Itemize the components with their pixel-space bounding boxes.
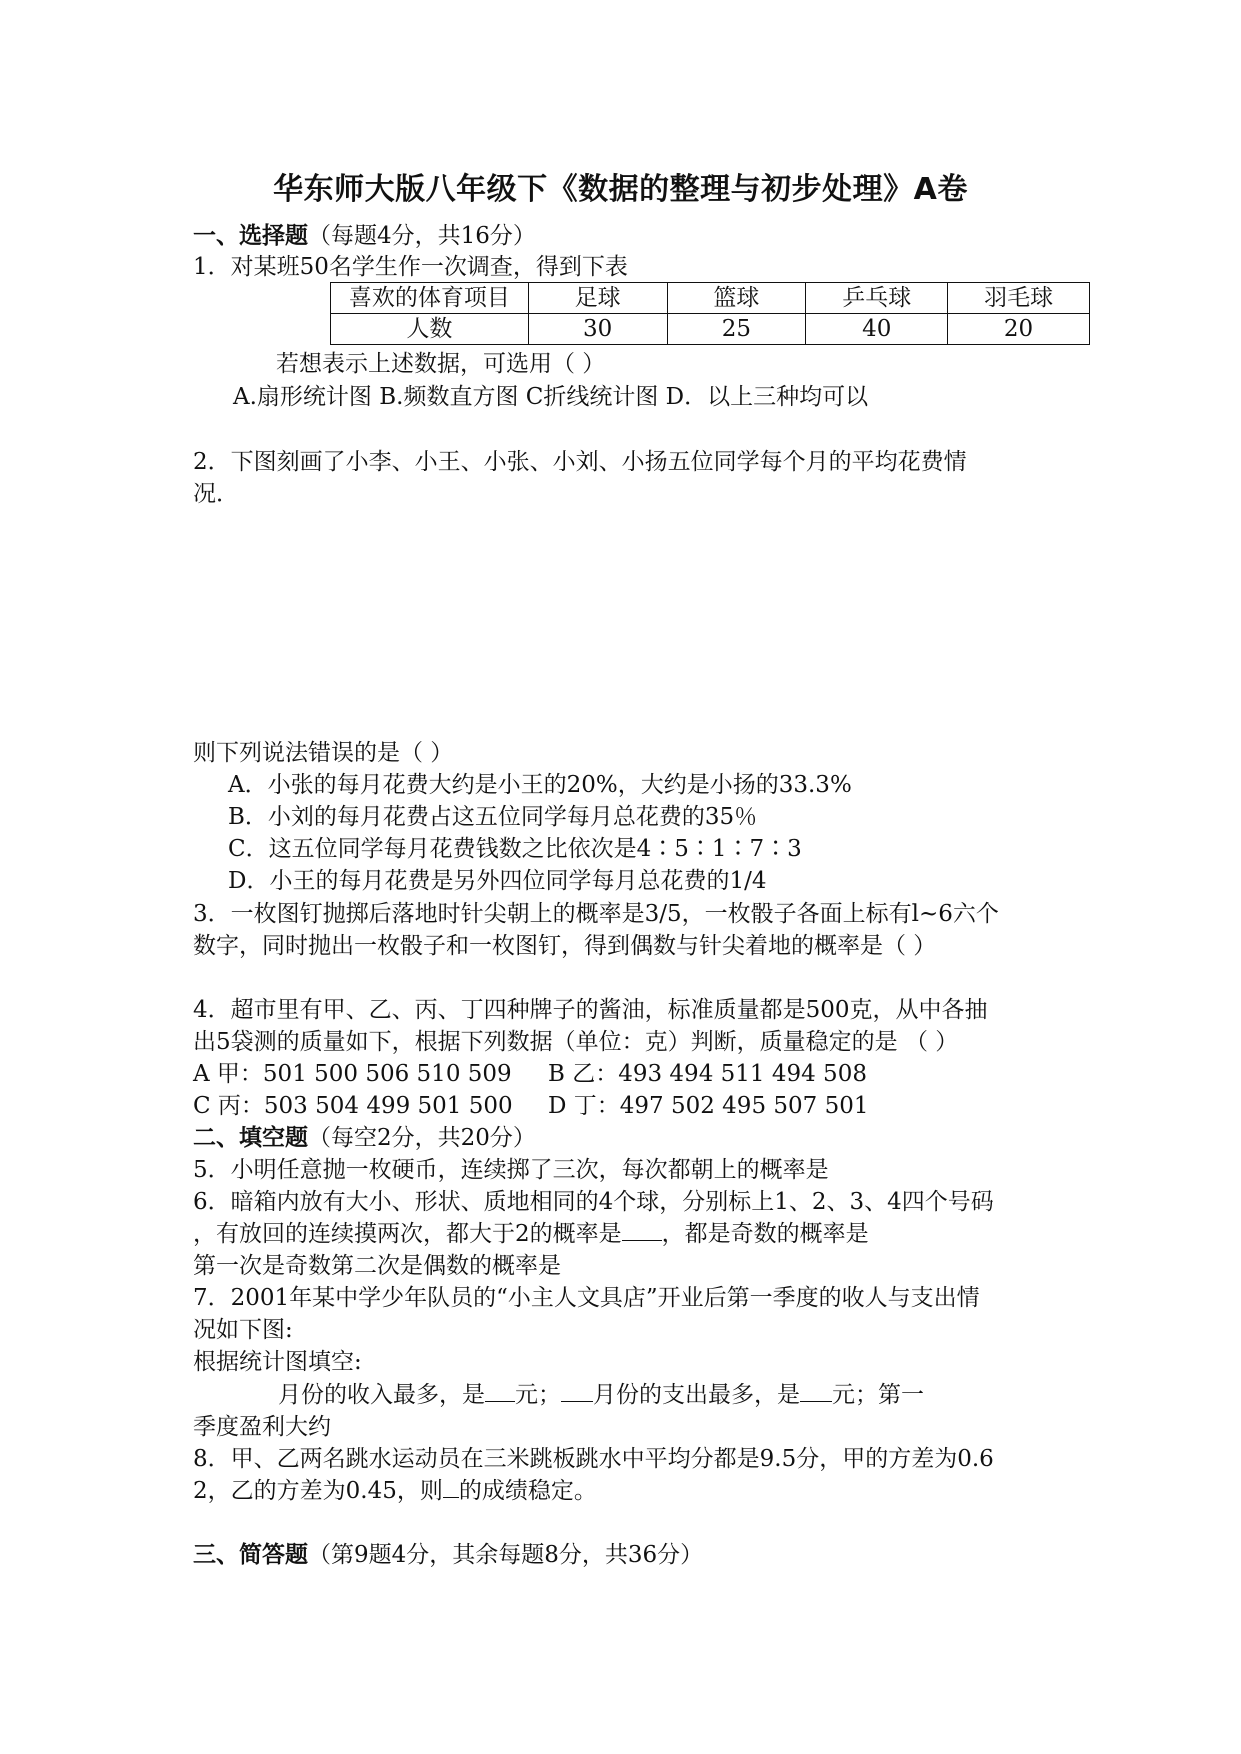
page-title: 华东师大版八年级下《数据的整理与初步处理》A卷 [273, 172, 968, 207]
section-3-heading: 三、简答题 [193, 1542, 308, 1568]
table-cell: 30 [528, 314, 667, 345]
q4-option-c: C 丙：503 504 499 501 500 [193, 1093, 513, 1119]
answer-blank[interactable] [443, 1477, 459, 1498]
q7-line2: 况如下图: [193, 1317, 293, 1343]
q8-line2-part1: 2，乙的方差为0.45，则 [193, 1478, 443, 1504]
q7-line5: 季度盈利大约 [193, 1414, 331, 1440]
table-cell: 乒乓球 [806, 283, 948, 314]
q2-option-c: C．这五位同学每月花费钱数之比依次是4∶5∶1∶7∶3 [228, 836, 802, 862]
q7-line4-part1: 月份的收入最多，是 [278, 1382, 485, 1408]
table-row [331, 314, 1090, 345]
table-cell: 篮球 [667, 283, 806, 314]
section-1-note: （每题4分，共16分） [308, 223, 536, 249]
q4-line2: 出5袋测的质量如下，根据下列数据（单位：克）判断，质量稳定的是 （ ） [193, 1029, 959, 1055]
q7-line4 [278, 1381, 924, 1409]
q6-line2-part2: ，都是奇数的概率是 [661, 1221, 869, 1247]
section-1-heading-line [193, 222, 536, 250]
section-1-heading: 一、选择题 [193, 223, 308, 249]
q2-option-a: A．小张的每月花费大约是小王的20%，大约是小扬的33.3% [228, 772, 852, 798]
q7-line1: 7．2001年某中学少年队员的“小主人文具店”开业后第一季度的收人与支出情 [193, 1285, 980, 1311]
q4-option-a: A 甲：501 500 506 510 509 [193, 1061, 512, 1087]
table-cell: 20 [948, 314, 1090, 345]
answer-blank[interactable] [622, 1220, 662, 1241]
q2-stem-line2: 况． [193, 481, 239, 507]
q2-option-d: D．小王的每月花费是另外四位同学每月总花费的1/4 [228, 868, 767, 894]
table-cell: 40 [806, 314, 948, 345]
section-2-heading-line [193, 1124, 536, 1152]
q8-line2-part2: 的成绩稳定。 [458, 1478, 597, 1504]
q2-option-b: B．小刘的每月花费占这五位同学每月总花费的35％ [228, 804, 758, 830]
section-3-heading-line [193, 1541, 703, 1569]
q7-line4-part3: 月份的支出最多，是 [593, 1382, 800, 1408]
q4-line1: 4．超市里有甲、乙、丙、丁四种牌子的酱油，标准质量都是500克，从中各抽 [193, 997, 988, 1023]
q1-prompt: 若想表示上述数据，可选用（ ） [276, 351, 606, 377]
table-header-row [331, 283, 1090, 314]
answer-blank[interactable] [800, 1381, 832, 1402]
q3-line2: 数字，同时抛出一枚骰子和一枚图钉，得到偶数与针尖着地的概率是（ ） [193, 933, 937, 959]
table-cell: 喜欢的体育项目 [331, 283, 529, 314]
answer-blank[interactable] [561, 1381, 593, 1402]
q1-table [330, 282, 1090, 345]
q7-line4-part2: 元； [515, 1382, 561, 1408]
q1-options: A.扇形统计图 B.频数直方图 C折线统计图 D．以上三种均可以 [233, 384, 869, 410]
section-3-note: （第9题4分，其余每题8分，共36分） [308, 1542, 704, 1568]
q5-line1: 5．小明任意抛一枚硬币，连续掷了三次，每次都朝上的概率是 [193, 1157, 829, 1183]
q6-line1: 6．暗箱内放有大小、形状、质地相同的4个球，分别标上1、2、3、4四个号码 [193, 1189, 994, 1215]
table-cell: 羽毛球 [948, 283, 1090, 314]
q7-line3: 根据统计图填空: [193, 1349, 362, 1375]
q7-line4-part4: 元；第一 [832, 1382, 924, 1408]
q4-option-d: D 丁：497 502 495 507 501 [548, 1093, 869, 1119]
q8-line1: 8．甲、乙两名跳水运动员在三米跳板跳水中平均分都是9.5分，甲的方差为0.6 [193, 1446, 994, 1472]
answer-blank[interactable] [485, 1381, 515, 1402]
table-cell: 人数 [331, 314, 529, 345]
q2-stem-line1: 2．下图刻画了小李、小王、小张、小刘、小扬五位同学每个月的平均花费情 [193, 449, 967, 475]
table-cell: 足球 [528, 283, 667, 314]
q2-prompt: 则下列说法错误的是（ ） [193, 740, 454, 766]
q6-line3: 第一次是奇数第二次是偶数的概率是 [193, 1253, 561, 1279]
q6-line2-part1: ，有放回的连续摸两次，都大于2的概率是 [193, 1221, 622, 1247]
section-2-note: （每空2分，共20分） [308, 1125, 536, 1151]
q8-line2 [193, 1477, 597, 1505]
table-cell: 25 [667, 314, 806, 345]
q6-line2 [193, 1220, 869, 1248]
q4-option-b: B 乙：493 494 511 494 508 [548, 1061, 867, 1087]
section-2-heading: 二、填空题 [193, 1125, 308, 1151]
q3-line1: 3．一枚图钉抛掷后落地时针尖朝上的概率是3/5，一枚骰子各面上标有l~6六个 [193, 901, 999, 927]
q1-stem: 1．对某班50名学生作一次调查，得到下表 [193, 254, 628, 280]
